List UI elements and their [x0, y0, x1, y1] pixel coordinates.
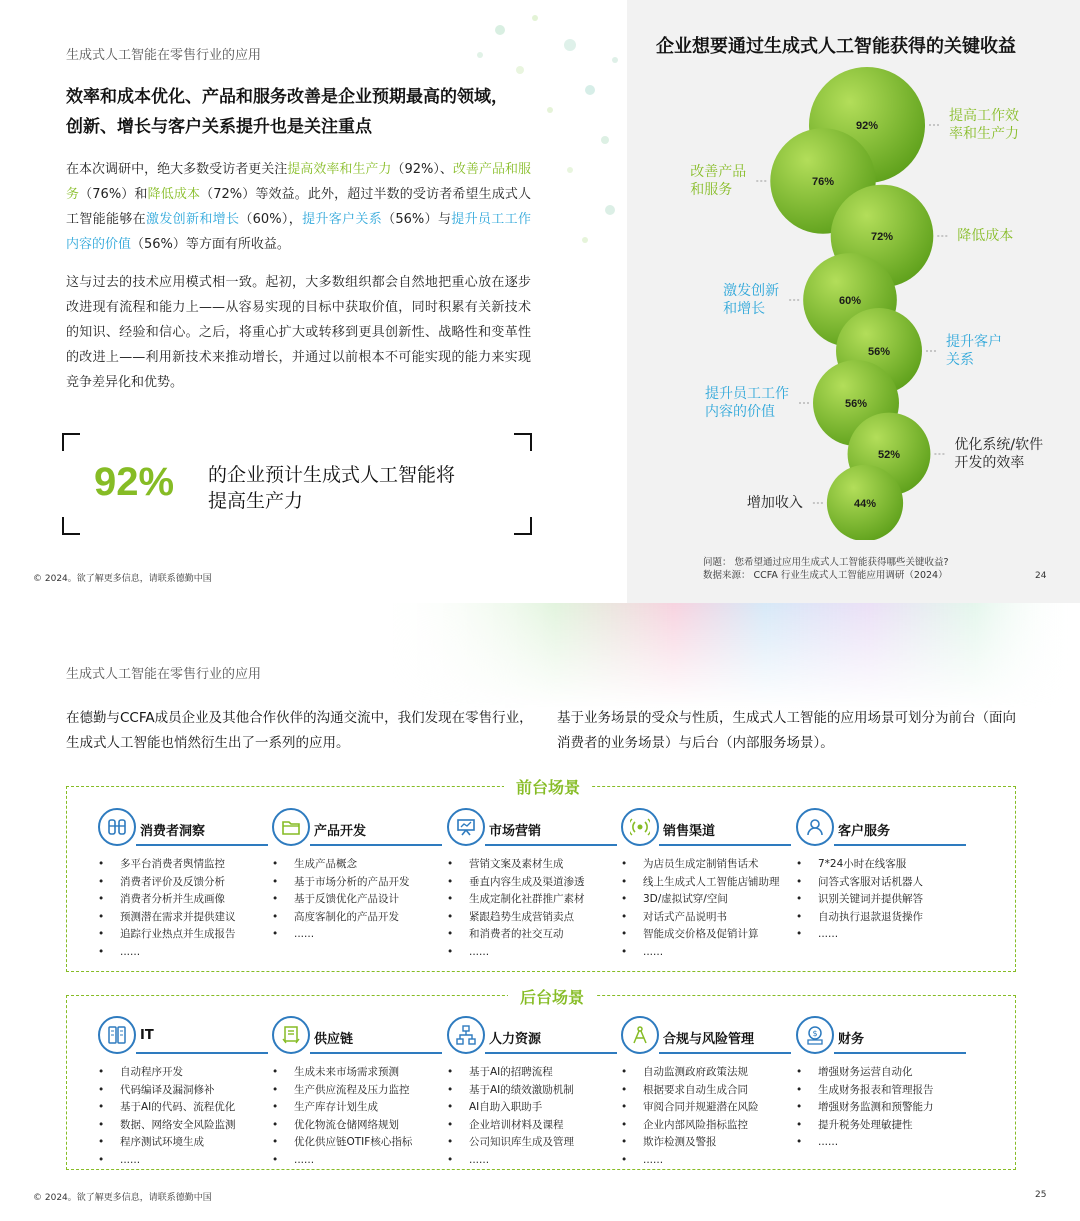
- scenario-list: [796, 1064, 966, 1152]
- bubble-category-label: 激发创新 和增长: [723, 283, 780, 317]
- svg-text:$: $: [812, 1029, 818, 1038]
- scenario-column-header: [98, 1016, 268, 1056]
- scenario-column: [796, 808, 966, 944]
- scenario-column: [447, 808, 617, 961]
- list-item: • 根据要求自动生成合同: [621, 1082, 791, 1100]
- bubble-value-label: 92%: [855, 120, 879, 132]
- scenario-list: [272, 1064, 442, 1169]
- bubble-value-label: 72%: [870, 231, 894, 243]
- scenario-column-title: 合规与风险管理: [663, 1032, 755, 1047]
- report-page-25: [0, 603, 1080, 1221]
- list-item: • 审阅合同并规避潜在风险: [621, 1099, 791, 1117]
- stat-value: 92%: [94, 460, 175, 504]
- bubble-category-label: 改善产品 和服务: [690, 164, 747, 198]
- list-item: • ......: [447, 944, 617, 962]
- list-item: • ......: [272, 1152, 442, 1170]
- org-chart-icon: [447, 1016, 485, 1054]
- list-item: • AI自助入职助手: [447, 1099, 617, 1117]
- bubble-value-label: 52%: [877, 449, 901, 461]
- bubble-category-label: 优化系统/软件 开发的效率: [954, 437, 1044, 471]
- list-item: • 生成定制化社群推广素材: [447, 891, 617, 909]
- list-item: • 自动执行退款退货操作: [796, 909, 966, 927]
- scenario-list: [447, 856, 617, 961]
- list-item: • 公司知识库生成及管理: [447, 1134, 617, 1152]
- list-item: • 数据、网络安全风险监测: [98, 1117, 268, 1135]
- list-item: • 生产供应流程及压力监控: [272, 1082, 442, 1100]
- list-item: • 紧跟趋势生成营销卖点: [447, 909, 617, 927]
- list-item: • 欺诈检测及警报: [621, 1134, 791, 1152]
- list-item: • 代码编译及漏洞修补: [98, 1082, 268, 1100]
- list-item: • ......: [447, 1152, 617, 1170]
- list-item: • 预测潜在需求并提供建议: [98, 909, 268, 927]
- list-item: • 自动程序开发: [98, 1064, 268, 1082]
- bubble-value-label: 76%: [811, 176, 835, 188]
- list-item: • 为店员生成定制销售话术: [621, 856, 791, 874]
- list-item: • 程序测试环境生成: [98, 1134, 268, 1152]
- list-item: • 7*24小时在线客服: [796, 856, 966, 874]
- column-underline: [834, 1052, 966, 1054]
- compass-icon: [621, 1016, 659, 1054]
- list-item: • 3D/虚拟试穿/空间: [621, 891, 791, 909]
- list-item: • 增强财务运营自动化: [796, 1064, 966, 1082]
- list-item: • 基于市场分析的产品开发: [272, 874, 442, 892]
- bubble-value-label: 56%: [867, 346, 891, 358]
- scenario-list: [272, 856, 442, 944]
- supply-chain-icon: [272, 1016, 310, 1054]
- bubble-value-label: 56%: [844, 398, 868, 410]
- scenario-column-title: 消费者洞察: [140, 824, 206, 839]
- scenario-list: [621, 856, 791, 961]
- list-item: • ......: [98, 1152, 268, 1170]
- scenario-column: [272, 808, 442, 944]
- intro-right: 基于业务场景的受众与性质，生成式人工智能的应用场景可划分为前台（面向消费者的业务场景）与后台（内部服务场景）。: [557, 710, 1016, 751]
- server-icon: [98, 1016, 136, 1054]
- scenario-column-title: 市场营销: [489, 824, 542, 839]
- paragraph-findings: 在本次调研中，绝大多数受访者更关注提高效率和生产力（92%）、改善产品和服务（76%）和降低成本（72%）等效益。此外，超过半数的受访者希望生成式人工智能能够在激发创新和增长（60%），提升客户关系（56%）与提升员工工作内容的价值（56%）等方面有所收益。: [66, 162, 531, 252]
- list-item: • 生成产品概念: [272, 856, 442, 874]
- column-underline: [659, 1052, 791, 1054]
- front-office-title: 前台场景: [504, 775, 592, 798]
- scenario-column: [621, 808, 791, 961]
- scenario-column-title: 客户服务: [838, 824, 891, 839]
- presentation-icon: [447, 808, 485, 846]
- list-item: • 追踪行业热点并生成报告: [98, 926, 268, 944]
- chart-title: 企业想要通过生成式人工智能获得的关键收益: [656, 36, 1016, 57]
- list-item: • 垂直内容生成及渠道渗透: [447, 874, 617, 892]
- bubble-category-label: 提升员工工作 内容的价值: [705, 386, 789, 420]
- scenario-column-title: 产品开发: [314, 824, 367, 839]
- scenario-column-title: IT: [140, 1028, 154, 1043]
- list-item: • ......: [621, 944, 791, 962]
- column-underline: [310, 1052, 442, 1054]
- scenario-list: [98, 1064, 268, 1169]
- scenario-column-header: [621, 1016, 791, 1056]
- footer-note: © 2024。欲了解更多信息，请联系德勤中国: [33, 574, 212, 584]
- finance-icon: [796, 1016, 834, 1054]
- list-item: • 企业培训材料及课程: [447, 1117, 617, 1135]
- chart-source: 问题： 您希望通过应用生成式人工智能获得哪些关键收益? 数据来源： CCFA 行业生成式人工智能应用调研（2024）: [703, 557, 949, 581]
- list-item: • 线上生成式人工智能店铺助理: [621, 874, 791, 892]
- column-underline: [136, 844, 268, 846]
- list-item: • 多平台消费者舆情监控: [98, 856, 268, 874]
- list-item: • 优化供应链OTIF核心指标: [272, 1134, 442, 1152]
- bubble-category-label: 提高工作效 率和生产力: [949, 108, 1019, 142]
- list-item: • 问答式客服对话机器人: [796, 874, 966, 892]
- scenario-column-header: [98, 808, 268, 848]
- scenario-list: [796, 856, 966, 944]
- scenario-column-title: 财务: [838, 1032, 865, 1047]
- bubble-category-label: 提升客户 关系: [945, 334, 1002, 368]
- list-item: • 自动监测政府政策法规: [621, 1064, 791, 1082]
- scenario-column: [796, 1016, 966, 1152]
- list-item: • 和消费者的社交互动: [447, 926, 617, 944]
- intro-left: 在德勤与CCFA成员企业及其他合作伙伴的沟通交流中，我们发现在零售行业，生成式人工智能也悄然衍生出了一系列的应用。: [66, 710, 533, 751]
- list-item: • 基于AI的招聘流程: [447, 1064, 617, 1082]
- column-underline: [310, 844, 442, 846]
- list-item: • 生产库存计划生成: [272, 1099, 442, 1117]
- list-item: • 企业内部风险指标监控: [621, 1117, 791, 1135]
- person-icon: [796, 808, 834, 846]
- footer-note: © 2024。欲了解更多信息，请联系德勤中国: [33, 1193, 212, 1203]
- scenario-column: [98, 1016, 268, 1169]
- list-item: • 营销文案及素材生成: [447, 856, 617, 874]
- scenario-list: [621, 1064, 791, 1169]
- page-number: 24: [1035, 571, 1047, 581]
- list-item: • ......: [796, 1134, 966, 1152]
- list-item: • 智能成交价格及促销计算: [621, 926, 791, 944]
- list-item: • 消费者分析并生成画像: [98, 891, 268, 909]
- scenario-column-header: [272, 1016, 442, 1056]
- section-tag: 生成式人工智能在零售行业的应用: [66, 667, 262, 682]
- list-item: • 对话式产品说明书: [621, 909, 791, 927]
- list-item: • 生成未来市场需求预测: [272, 1064, 442, 1082]
- back-office-title: 后台场景: [508, 985, 596, 1008]
- list-item: • ......: [98, 944, 268, 962]
- scenario-column: [447, 1016, 617, 1169]
- list-item: • ......: [796, 926, 966, 944]
- bubble-value-label: 44%: [853, 498, 877, 510]
- stat-description: 的企业预计生成式人工智能将 提高生产力: [208, 464, 456, 512]
- column-underline: [659, 844, 791, 846]
- people-icon: [98, 808, 136, 846]
- paragraph-context: 这与过去的技术应用模式相一致。起初，大多数组织都会自然地把重心放在逐步改进现有流程和能力上——从容易实现的目标中获取价值，同时积累有关新技术的知识、经验和信心。之后，将重心扩大或转移到更具创新性、战略性和变革性的改进上——利用新技术来推动增长，并通过以前根本不可能实现的能力来实现竞争差异化和优势。: [66, 275, 531, 390]
- scenario-column-title: 人力资源: [489, 1032, 542, 1047]
- list-item: • 增强财务监测和预警能力: [796, 1099, 966, 1117]
- bubble-value-label: 60%: [838, 295, 862, 307]
- bubble-category-label: 增加收入: [746, 495, 803, 511]
- list-item: • 消费者评价及反馈分析: [98, 874, 268, 892]
- list-item: • 优化物流仓储网络规划: [272, 1117, 442, 1135]
- scenario-column-title: 销售渠道: [663, 824, 716, 839]
- scenario-column-header: [796, 1016, 966, 1056]
- column-underline: [136, 1052, 268, 1054]
- scenario-column-header: [447, 808, 617, 848]
- page-number: 25: [1035, 1190, 1047, 1200]
- scenario-column: [272, 1016, 442, 1169]
- scenario-list: [98, 856, 268, 961]
- scenario-column: [98, 808, 268, 961]
- scenario-column-title: 供应链: [314, 1032, 354, 1047]
- column-underline: [485, 844, 617, 846]
- scenario-list: [447, 1064, 617, 1169]
- list-item: • 高度客制化的产品开发: [272, 909, 442, 927]
- scenario-column-header: [621, 808, 791, 848]
- page-headline: 效率和成本优化、产品和服务改善是企业预期最高的领域， 创新、增长与客户关系提升也是关注重点: [66, 87, 508, 137]
- bubble-category-label: 降低成本: [957, 228, 1014, 244]
- scenario-column-header: [796, 808, 966, 848]
- list-item: • 识别关键词并提供解答: [796, 891, 966, 909]
- scenario-column: [621, 1016, 791, 1169]
- section-tag: 生成式人工智能在零售行业的应用: [66, 48, 262, 63]
- broadcast-icon: [621, 808, 659, 846]
- scenario-column-header: [447, 1016, 617, 1056]
- report-page-24: [0, 0, 1080, 603]
- column-underline: [485, 1052, 617, 1054]
- list-item: • 基于反馈优化产品设计: [272, 891, 442, 909]
- list-item: • 基于AI的绩效激励机制: [447, 1082, 617, 1100]
- scenario-column-header: [272, 808, 442, 848]
- list-item: • 提升税务处理敏捷性: [796, 1117, 966, 1135]
- folder-icon: [272, 808, 310, 846]
- list-item: • ......: [621, 1152, 791, 1170]
- list-item: • 生成财务报表和管理报告: [796, 1082, 966, 1100]
- decorative-rainbow-banner: [380, 603, 1080, 708]
- list-item: • 基于AI的代码、流程优化: [98, 1099, 268, 1117]
- column-underline: [834, 844, 966, 846]
- list-item: • ......: [272, 926, 442, 944]
